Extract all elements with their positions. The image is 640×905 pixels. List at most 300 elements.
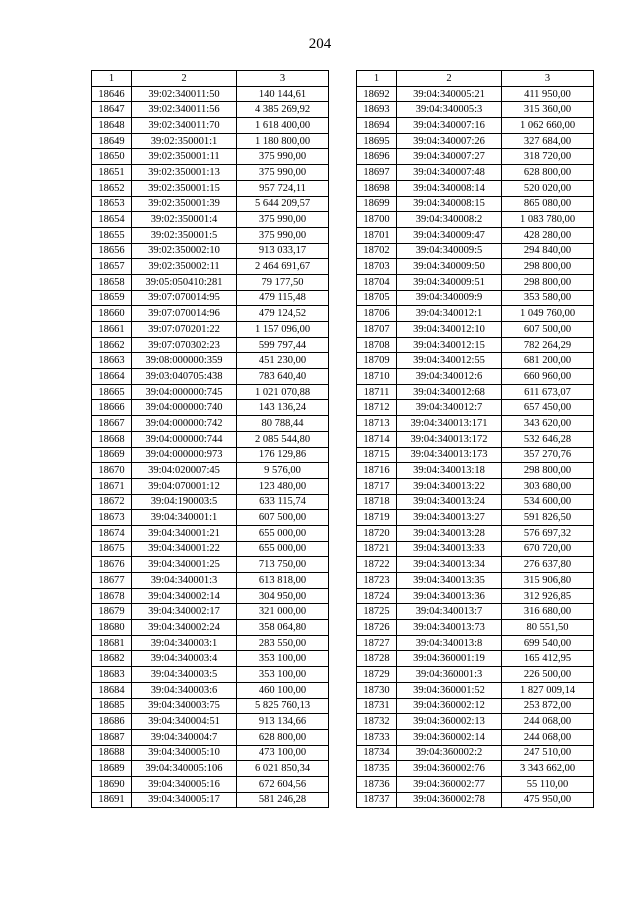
cadastral-number: 39:04:340007:26	[397, 133, 502, 149]
table-row	[357, 212, 594, 228]
cadastral-value: 315 906,80	[502, 573, 594, 589]
cadastral-number: 39:02:340011:50	[132, 86, 237, 102]
cadastral-number: 39:04:340012:10	[397, 322, 502, 338]
cadastral-value: 55 110,00	[502, 776, 594, 792]
cadastral-number: 39:02:340011:70	[132, 118, 237, 134]
cadastral-value: 655 000,00	[237, 525, 329, 541]
cadastral-value: 473 100,00	[237, 745, 329, 761]
cadastral-number: 39:04:360002:78	[397, 792, 502, 808]
cadastral-value: 226 500,00	[502, 667, 594, 683]
cadastral-value: 1 827 009,14	[502, 682, 594, 698]
table-row	[92, 384, 329, 400]
row-number: 18725	[357, 604, 397, 620]
cadastral-value: 660 960,00	[502, 369, 594, 385]
table-row	[92, 102, 329, 118]
row-number: 18694	[357, 118, 397, 134]
row-number: 18657	[92, 259, 132, 275]
table-row	[92, 525, 329, 541]
cadastral-value: 628 800,00	[502, 165, 594, 181]
table-row	[357, 792, 594, 808]
column-header-3: 3	[502, 71, 594, 87]
table-row	[92, 463, 329, 479]
row-number: 18701	[357, 227, 397, 243]
table-row	[357, 322, 594, 338]
cadastral-value: 353 100,00	[237, 667, 329, 683]
cadastral-value: 428 280,00	[502, 227, 594, 243]
cadastral-number: 39:02:350002:11	[132, 259, 237, 275]
table-row	[357, 306, 594, 322]
cadastral-number: 39:04:340012:1	[397, 306, 502, 322]
cadastral-number: 39:04:340005:3	[397, 102, 502, 118]
cadastral-number: 39:04:340007:48	[397, 165, 502, 181]
row-number: 18732	[357, 714, 397, 730]
cadastral-value: 4 385 269,92	[237, 102, 329, 118]
cadastral-value: 321 000,00	[237, 604, 329, 620]
row-number: 18660	[92, 306, 132, 322]
row-number: 18700	[357, 212, 397, 228]
table-row	[92, 761, 329, 777]
row-number: 18715	[357, 447, 397, 463]
row-number: 18693	[357, 102, 397, 118]
row-number: 18659	[92, 290, 132, 306]
row-number: 18667	[92, 416, 132, 432]
cadastral-value: 581 246,28	[237, 792, 329, 808]
row-number: 18735	[357, 761, 397, 777]
table-row	[357, 588, 594, 604]
row-number: 18731	[357, 698, 397, 714]
row-number: 18737	[357, 792, 397, 808]
table-row	[92, 651, 329, 667]
row-number: 18695	[357, 133, 397, 149]
table-row	[357, 353, 594, 369]
cadastral-value: 699 540,00	[502, 635, 594, 651]
table-row	[357, 494, 594, 510]
row-number: 18678	[92, 588, 132, 604]
table-row	[92, 369, 329, 385]
row-number: 18649	[92, 133, 132, 149]
row-number: 18708	[357, 337, 397, 353]
table-row	[92, 714, 329, 730]
row-number: 18682	[92, 651, 132, 667]
cadastral-value: 628 800,00	[237, 729, 329, 745]
row-number: 18652	[92, 180, 132, 196]
cadastral-number: 39:07:070014:96	[132, 306, 237, 322]
cadastral-value: 913 134,66	[237, 714, 329, 730]
cadastral-value: 782 264,29	[502, 337, 594, 353]
table-row	[92, 118, 329, 134]
cadastral-number: 39:04:340009:47	[397, 227, 502, 243]
table-row	[357, 290, 594, 306]
cadastral-number: 39:07:070201:22	[132, 322, 237, 338]
cadastral-value: 343 620,00	[502, 416, 594, 432]
column-header-1: 1	[357, 71, 397, 87]
table-row	[357, 149, 594, 165]
table-row	[357, 400, 594, 416]
cadastral-value: 176 129,86	[237, 447, 329, 463]
table-row	[92, 604, 329, 620]
cadastral-number: 39:04:000000:973	[132, 447, 237, 463]
cadastral-value: 353 580,00	[502, 290, 594, 306]
cadastral-number: 39:04:360002:12	[397, 698, 502, 714]
cadastral-number: 39:04:340001:1	[132, 510, 237, 526]
table-row	[92, 196, 329, 212]
row-number: 18722	[357, 557, 397, 573]
cadastral-value: 80 551,50	[502, 620, 594, 636]
cadastral-number: 39:04:000000:745	[132, 384, 237, 400]
cadastral-value: 375 990,00	[237, 227, 329, 243]
cadastral-value: 1 062 660,00	[502, 118, 594, 134]
cadastral-number: 39:04:340013:171	[397, 416, 502, 432]
cadastral-value: 957 724,11	[237, 180, 329, 196]
cadastral-value: 1 618 400,00	[237, 118, 329, 134]
table-row	[357, 682, 594, 698]
cadastral-number: 39:04:340003:4	[132, 651, 237, 667]
cadastral-value: 276 637,80	[502, 557, 594, 573]
row-number: 18666	[92, 400, 132, 416]
row-number: 18677	[92, 573, 132, 589]
table-row	[92, 729, 329, 745]
row-number: 18729	[357, 667, 397, 683]
table-row	[357, 196, 594, 212]
cadastral-value: 607 500,00	[502, 322, 594, 338]
cadastral-number: 39:02:350001:11	[132, 149, 237, 165]
row-number: 18711	[357, 384, 397, 400]
row-number: 18727	[357, 635, 397, 651]
row-number: 18668	[92, 431, 132, 447]
cadastral-value: 411 950,00	[502, 86, 594, 102]
row-number: 18704	[357, 274, 397, 290]
cadastral-number: 39:04:340013:8	[397, 635, 502, 651]
cadastral-value: 479 124,52	[237, 306, 329, 322]
table-row	[92, 400, 329, 416]
cadastral-value: 2 464 691,67	[237, 259, 329, 275]
row-number: 18719	[357, 510, 397, 526]
table-row	[357, 337, 594, 353]
row-number: 18692	[357, 86, 397, 102]
row-number: 18654	[92, 212, 132, 228]
cadastral-number: 39:04:340005:16	[132, 776, 237, 792]
table-row	[92, 745, 329, 761]
cadastral-value: 244 068,00	[502, 729, 594, 745]
table-row	[92, 682, 329, 698]
cadastral-number: 39:04:340005:21	[397, 86, 502, 102]
row-number: 18687	[92, 729, 132, 745]
table-row	[92, 353, 329, 369]
cadastral-value: 1 157 096,00	[237, 322, 329, 338]
cadastral-number: 39:04:360001:52	[397, 682, 502, 698]
cadastral-number: 39:04:340003:75	[132, 698, 237, 714]
cadastral-value: 5 825 760,13	[237, 698, 329, 714]
table-row	[92, 243, 329, 259]
table-row	[357, 776, 594, 792]
row-number: 18718	[357, 494, 397, 510]
table-header-row	[357, 71, 594, 87]
cadastral-value: 9 576,00	[237, 463, 329, 479]
row-number: 18709	[357, 353, 397, 369]
cadastral-number: 39:04:340009:51	[397, 274, 502, 290]
cadastral-value: 357 270,76	[502, 447, 594, 463]
cadastral-value: 79 177,50	[237, 274, 329, 290]
cadastral-number: 39:07:070014:95	[132, 290, 237, 306]
table-row	[92, 494, 329, 510]
row-number: 18702	[357, 243, 397, 259]
table-row	[92, 447, 329, 463]
cadastral-value: 451 230,00	[237, 353, 329, 369]
cadastral-value: 253 872,00	[502, 698, 594, 714]
row-number: 18646	[92, 86, 132, 102]
cadastral-number: 39:04:020007:45	[132, 463, 237, 479]
cadastral-value: 123 480,00	[237, 478, 329, 494]
cadastral-number: 39:04:340013:27	[397, 510, 502, 526]
table-row	[357, 525, 594, 541]
table-row	[357, 274, 594, 290]
table-row	[92, 478, 329, 494]
cadastral-number: 39:04:360002:13	[397, 714, 502, 730]
cadastral-value: 165 412,95	[502, 651, 594, 667]
column-header-1: 1	[92, 71, 132, 87]
cadastral-value: 655 000,00	[237, 541, 329, 557]
row-number: 18648	[92, 118, 132, 134]
table-row	[357, 369, 594, 385]
row-number: 18703	[357, 259, 397, 275]
cadastral-number: 39:04:340013:35	[397, 573, 502, 589]
table-row	[92, 431, 329, 447]
cadastral-value: 375 990,00	[237, 149, 329, 165]
cadastral-number: 39:02:350001:13	[132, 165, 237, 181]
row-number: 18669	[92, 447, 132, 463]
row-number: 18720	[357, 525, 397, 541]
cadastral-number: 39:04:340012:7	[397, 400, 502, 416]
cadastral-number: 39:04:340002:24	[132, 620, 237, 636]
cadastral-value: 80 788,44	[237, 416, 329, 432]
table-row	[92, 541, 329, 557]
row-number: 18676	[92, 557, 132, 573]
row-number: 18706	[357, 306, 397, 322]
row-number: 18664	[92, 369, 132, 385]
cadastral-number: 39:02:340011:56	[132, 102, 237, 118]
cadastral-number: 39:04:360002:2	[397, 745, 502, 761]
cadastral-number: 39:02:350001:5	[132, 227, 237, 243]
cadastral-number: 39:04:340013:24	[397, 494, 502, 510]
row-number: 18690	[92, 776, 132, 792]
table-row	[357, 118, 594, 134]
row-number: 18647	[92, 102, 132, 118]
table-row	[357, 243, 594, 259]
cadastral-value: 865 080,00	[502, 196, 594, 212]
table-row	[357, 447, 594, 463]
cadastral-number: 39:04:340012:68	[397, 384, 502, 400]
cadastral-value: 657 450,00	[502, 400, 594, 416]
table-row	[357, 86, 594, 102]
cadastral-number: 39:04:340003:1	[132, 635, 237, 651]
column-header-2: 2	[397, 71, 502, 87]
row-number: 18680	[92, 620, 132, 636]
table-row	[92, 149, 329, 165]
cadastral-number: 39:04:360001:19	[397, 651, 502, 667]
register-table-right	[356, 70, 594, 808]
cadastral-value: 247 510,00	[502, 745, 594, 761]
cadastral-value: 613 818,00	[237, 573, 329, 589]
cadastral-number: 39:02:350001:39	[132, 196, 237, 212]
row-number: 18683	[92, 667, 132, 683]
cadastral-number: 39:04:340005:10	[132, 745, 237, 761]
row-number: 18713	[357, 416, 397, 432]
cadastral-number: 39:04:340004:51	[132, 714, 237, 730]
row-number: 18697	[357, 165, 397, 181]
cadastral-value: 244 068,00	[502, 714, 594, 730]
row-number: 18675	[92, 541, 132, 557]
row-number: 18716	[357, 463, 397, 479]
table-row	[357, 635, 594, 651]
cadastral-number: 39:04:340012:6	[397, 369, 502, 385]
row-number: 18670	[92, 463, 132, 479]
row-number: 18698	[357, 180, 397, 196]
table-row	[357, 510, 594, 526]
row-number: 18736	[357, 776, 397, 792]
cadastral-number: 39:04:340013:73	[397, 620, 502, 636]
cadastral-number: 39:04:340013:36	[397, 588, 502, 604]
table-row	[92, 792, 329, 808]
cadastral-value: 298 800,00	[502, 463, 594, 479]
cadastral-number: 39:04:340007:16	[397, 118, 502, 134]
cadastral-value: 375 990,00	[237, 165, 329, 181]
cadastral-value: 633 115,74	[237, 494, 329, 510]
cadastral-number: 39:04:340013:18	[397, 463, 502, 479]
table-row	[92, 165, 329, 181]
table-row	[92, 588, 329, 604]
cadastral-value: 672 604,56	[237, 776, 329, 792]
table-row	[357, 573, 594, 589]
cadastral-number: 39:02:350001:15	[132, 180, 237, 196]
table-row	[92, 274, 329, 290]
cadastral-value: 532 646,28	[502, 431, 594, 447]
table-row	[357, 604, 594, 620]
row-number: 18696	[357, 149, 397, 165]
table-row	[357, 133, 594, 149]
row-number: 18681	[92, 635, 132, 651]
cadastral-number: 39:04:000000:740	[132, 400, 237, 416]
cadastral-number: 39:04:340009:5	[397, 243, 502, 259]
row-number: 18712	[357, 400, 397, 416]
table-header-row	[92, 71, 329, 87]
cadastral-number: 39:04:340001:22	[132, 541, 237, 557]
table-row	[92, 306, 329, 322]
cadastral-value: 316 680,00	[502, 604, 594, 620]
cadastral-value: 1 049 760,00	[502, 306, 594, 322]
cadastral-number: 39:02:350002:10	[132, 243, 237, 259]
cadastral-value: 304 950,00	[237, 588, 329, 604]
cadastral-number: 39:08:000000:359	[132, 353, 237, 369]
table-row	[92, 259, 329, 275]
table-row	[357, 557, 594, 573]
row-number: 18685	[92, 698, 132, 714]
cadastral-value: 1 180 800,00	[237, 133, 329, 149]
cadastral-value: 607 500,00	[237, 510, 329, 526]
table-row	[357, 620, 594, 636]
table-row	[357, 384, 594, 400]
row-number: 18663	[92, 353, 132, 369]
cadastral-value: 599 797,44	[237, 337, 329, 353]
cadastral-number: 39:04:340003:5	[132, 667, 237, 683]
row-number: 18661	[92, 322, 132, 338]
cadastral-number: 39:04:340005:106	[132, 761, 237, 777]
table-body-right	[357, 86, 594, 808]
cadastral-value: 520 020,00	[502, 180, 594, 196]
row-number: 18655	[92, 227, 132, 243]
table-row	[357, 259, 594, 275]
cadastral-number: 39:04:340013:22	[397, 478, 502, 494]
cadastral-value: 1 021 070,88	[237, 384, 329, 400]
row-number: 18679	[92, 604, 132, 620]
table-row	[357, 227, 594, 243]
row-number: 18665	[92, 384, 132, 400]
table-row	[92, 337, 329, 353]
row-number: 18686	[92, 714, 132, 730]
row-number: 18699	[357, 196, 397, 212]
table-row	[92, 212, 329, 228]
cadastral-value: 143 136,24	[237, 400, 329, 416]
row-number: 18662	[92, 337, 132, 353]
cadastral-number: 39:04:340012:15	[397, 337, 502, 353]
cadastral-number: 39:04:000000:742	[132, 416, 237, 432]
row-number: 18730	[357, 682, 397, 698]
cadastral-number: 39:04:340008:2	[397, 212, 502, 228]
cadastral-number: 39:03:040705:438	[132, 369, 237, 385]
cadastral-value: 358 064,80	[237, 620, 329, 636]
cadastral-number: 39:04:340013:173	[397, 447, 502, 463]
cadastral-value: 611 673,07	[502, 384, 594, 400]
cadastral-value: 576 697,32	[502, 525, 594, 541]
cadastral-number: 39:04:340008:15	[397, 196, 502, 212]
table-row	[92, 180, 329, 196]
table-row	[92, 776, 329, 792]
row-number: 18684	[92, 682, 132, 698]
cadastral-value: 298 800,00	[502, 259, 594, 275]
row-number: 18671	[92, 478, 132, 494]
row-number: 18688	[92, 745, 132, 761]
row-number: 18650	[92, 149, 132, 165]
cadastral-number: 39:04:340002:17	[132, 604, 237, 620]
table-row	[92, 620, 329, 636]
cadastral-value: 913 033,17	[237, 243, 329, 259]
cadastral-value: 318 720,00	[502, 149, 594, 165]
cadastral-number: 39:04:340005:17	[132, 792, 237, 808]
cadastral-number: 39:04:360002:76	[397, 761, 502, 777]
register-table-left	[91, 70, 329, 808]
cadastral-number: 39:04:340001:25	[132, 557, 237, 573]
cadastral-value: 591 826,50	[502, 510, 594, 526]
cadastral-number: 39:07:070302:23	[132, 337, 237, 353]
cadastral-number: 39:04:340003:6	[132, 682, 237, 698]
page-number: 204	[308, 36, 332, 52]
cadastral-number: 39:04:340001:21	[132, 525, 237, 541]
table-row	[92, 635, 329, 651]
cadastral-number: 39:04:340013:28	[397, 525, 502, 541]
cadastral-number: 39:04:340004:7	[132, 729, 237, 745]
cadastral-number: 39:04:360002:77	[397, 776, 502, 792]
table-row	[357, 761, 594, 777]
cadastral-number: 39:04:360002:14	[397, 729, 502, 745]
cadastral-number: 39:04:340013:172	[397, 431, 502, 447]
row-number: 18710	[357, 369, 397, 385]
cadastral-value: 312 926,85	[502, 588, 594, 604]
table-row	[357, 541, 594, 557]
cadastral-value: 670 720,00	[502, 541, 594, 557]
cadastral-value: 298 800,00	[502, 274, 594, 290]
table-row	[92, 416, 329, 432]
cadastral-number: 39:05:050410:281	[132, 274, 237, 290]
cadastral-value: 140 144,61	[237, 86, 329, 102]
